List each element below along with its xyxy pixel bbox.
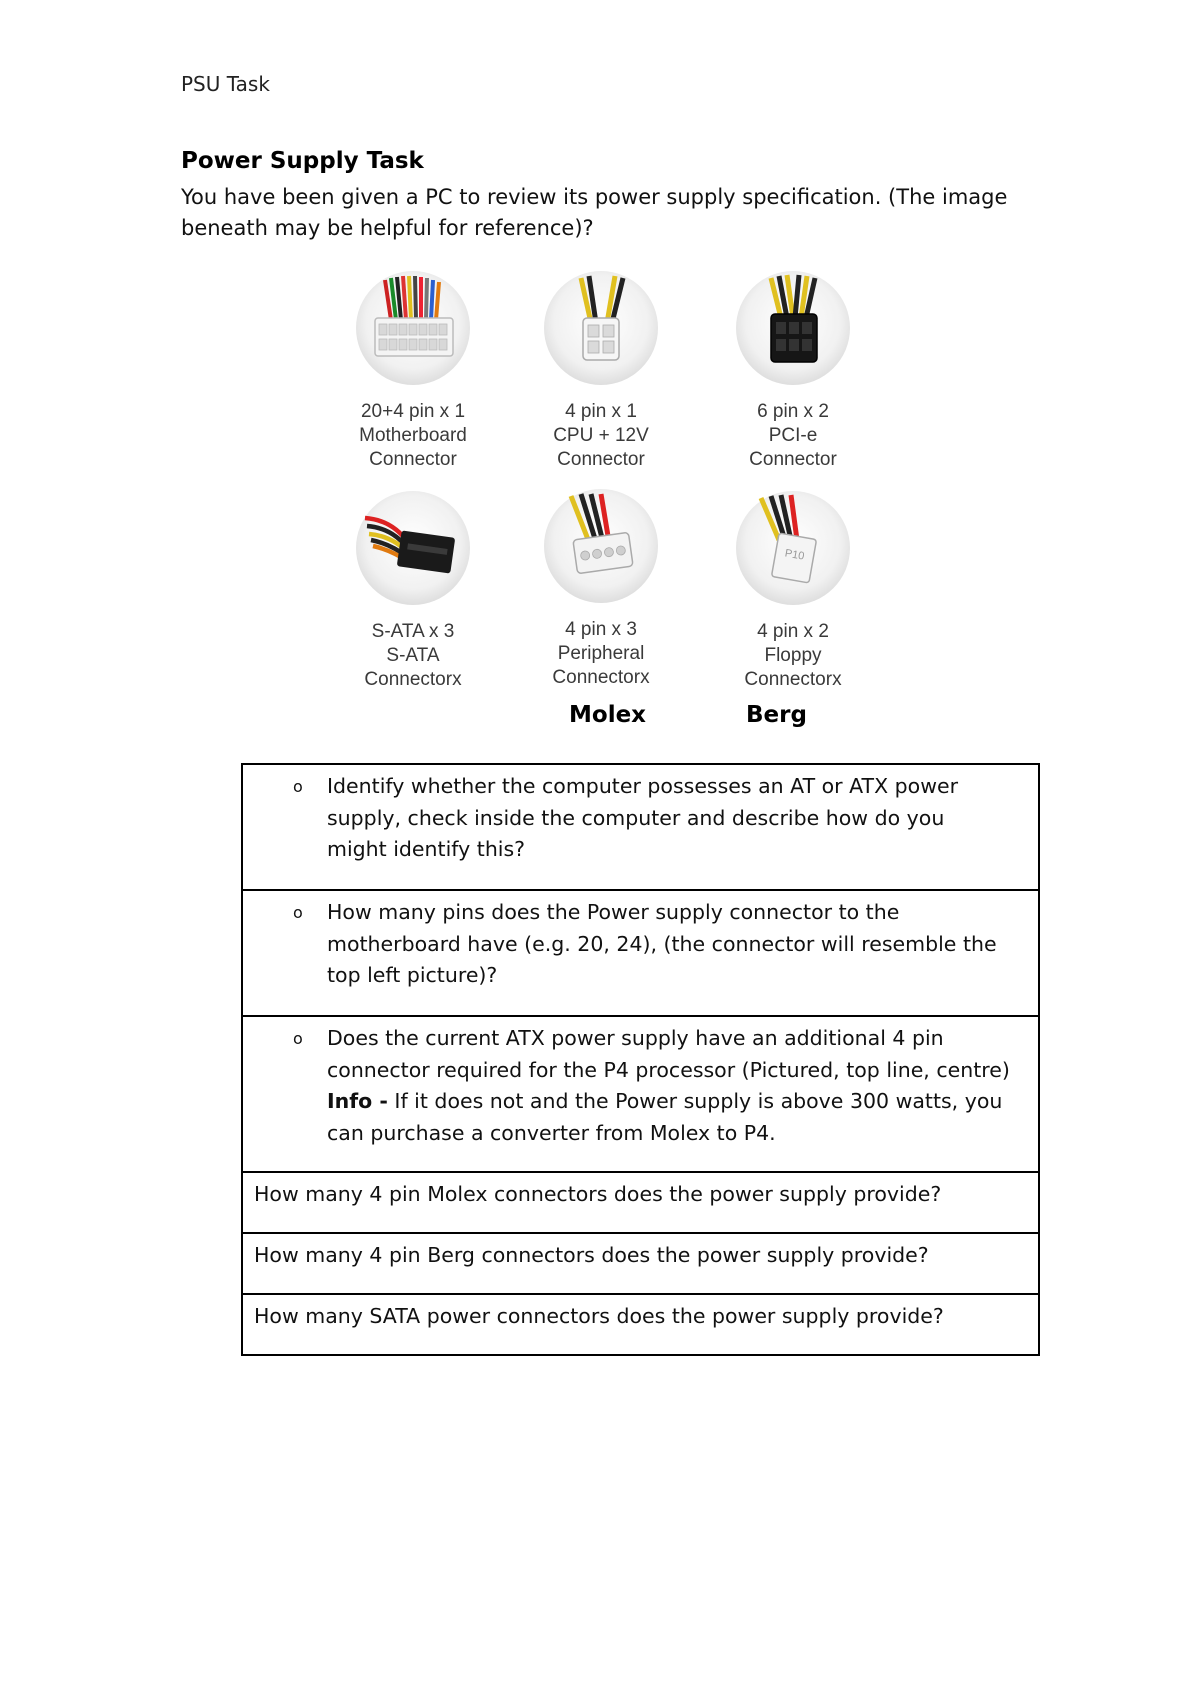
connector-label-line: S-ATA x 3 [371, 621, 455, 642]
connector-label-line: Connector [749, 449, 837, 470]
question-row [242, 1016, 1039, 1172]
bullet-marker: o [293, 903, 303, 922]
sata-connector-icon [353, 488, 473, 608]
question-row [242, 764, 1039, 890]
pci-e-connector-icon [733, 268, 853, 388]
bullet-marker: o [293, 777, 303, 796]
connector-card [506, 486, 696, 690]
berg-annotation: Berg [746, 702, 807, 728]
question-text: How many 4 pin Molex connectors does the power supply provide? [254, 1182, 942, 1206]
molex-annotation: Molex [569, 702, 647, 728]
connector-label-line: 4 pin x 1 [565, 401, 637, 422]
connector-label-line: Connector [369, 449, 457, 470]
molex-connector-icon [541, 486, 661, 606]
connector-card [318, 268, 508, 472]
bullet-marker: o [293, 1029, 303, 1048]
connector-label-line: Floppy [764, 645, 822, 666]
question-text: How many 4 pin Berg connectors does the power supply provide? [254, 1243, 929, 1267]
connector-label-line: CPU + 12V [553, 425, 649, 446]
cpu-connector-icon [541, 268, 661, 388]
question-row [242, 1233, 1039, 1294]
connector-label-line: Connectorx [364, 669, 462, 690]
connector-card [698, 268, 888, 472]
info-label: Info - [327, 1089, 388, 1113]
connector-label-line: 20+4 pin x 1 [360, 401, 466, 422]
connector-label-line: 4 pin x 2 [757, 621, 829, 642]
intro-paragraph: You have been given a PC to review its power supply specification. (The image beneath may be helpful for reference)? [181, 185, 1008, 240]
connector-label-line: S-ATA [386, 645, 440, 666]
connector-label-line: Connectorx [552, 667, 650, 688]
floppy-connector-icon [733, 488, 853, 608]
connector-label-line: Connectorx [744, 669, 842, 690]
connector-label-line: Motherboard [359, 425, 467, 446]
connector-card [318, 488, 508, 692]
question-text: How many SATA power connectors does the power supply provide? [254, 1304, 944, 1328]
info-text: If it does not and the Power supply is above 300 watts, you can purchase a converter from Molex to P4. [327, 1089, 1003, 1145]
running-header: PSU Task [181, 72, 270, 96]
motherboard-connector-icon [353, 268, 473, 388]
page-title: Power Supply Task [181, 148, 424, 174]
question-table [241, 763, 1040, 1356]
connector-label-line: Connector [557, 449, 645, 470]
connector-label-line: PCI-e [768, 425, 818, 446]
question-text: How many pins does the Power supply connector to the motherboard have (e.g. 20, 24), (the connector will resemble the top left picture)? [327, 900, 997, 987]
question-row [242, 890, 1039, 1016]
question-row [242, 1294, 1039, 1355]
question-text: Identify whether the computer possesses an AT or ATX power supply, check inside the computer and describe how do you might identify this? [327, 774, 959, 861]
connector-label-line: Peripheral [557, 643, 645, 664]
connector-label-line: 6 pin x 2 [757, 401, 829, 422]
question-row [242, 1172, 1039, 1233]
floppy-plug-marking: P10 [783, 547, 806, 563]
connector-card [698, 488, 888, 692]
question-text: Does the current ATX power supply have an additional 4 pin connector required for the P4 processor (Pictured, top line, centre) [327, 1026, 1010, 1082]
connector-card [506, 268, 696, 472]
connector-label-line: 4 pin x 3 [565, 619, 637, 640]
